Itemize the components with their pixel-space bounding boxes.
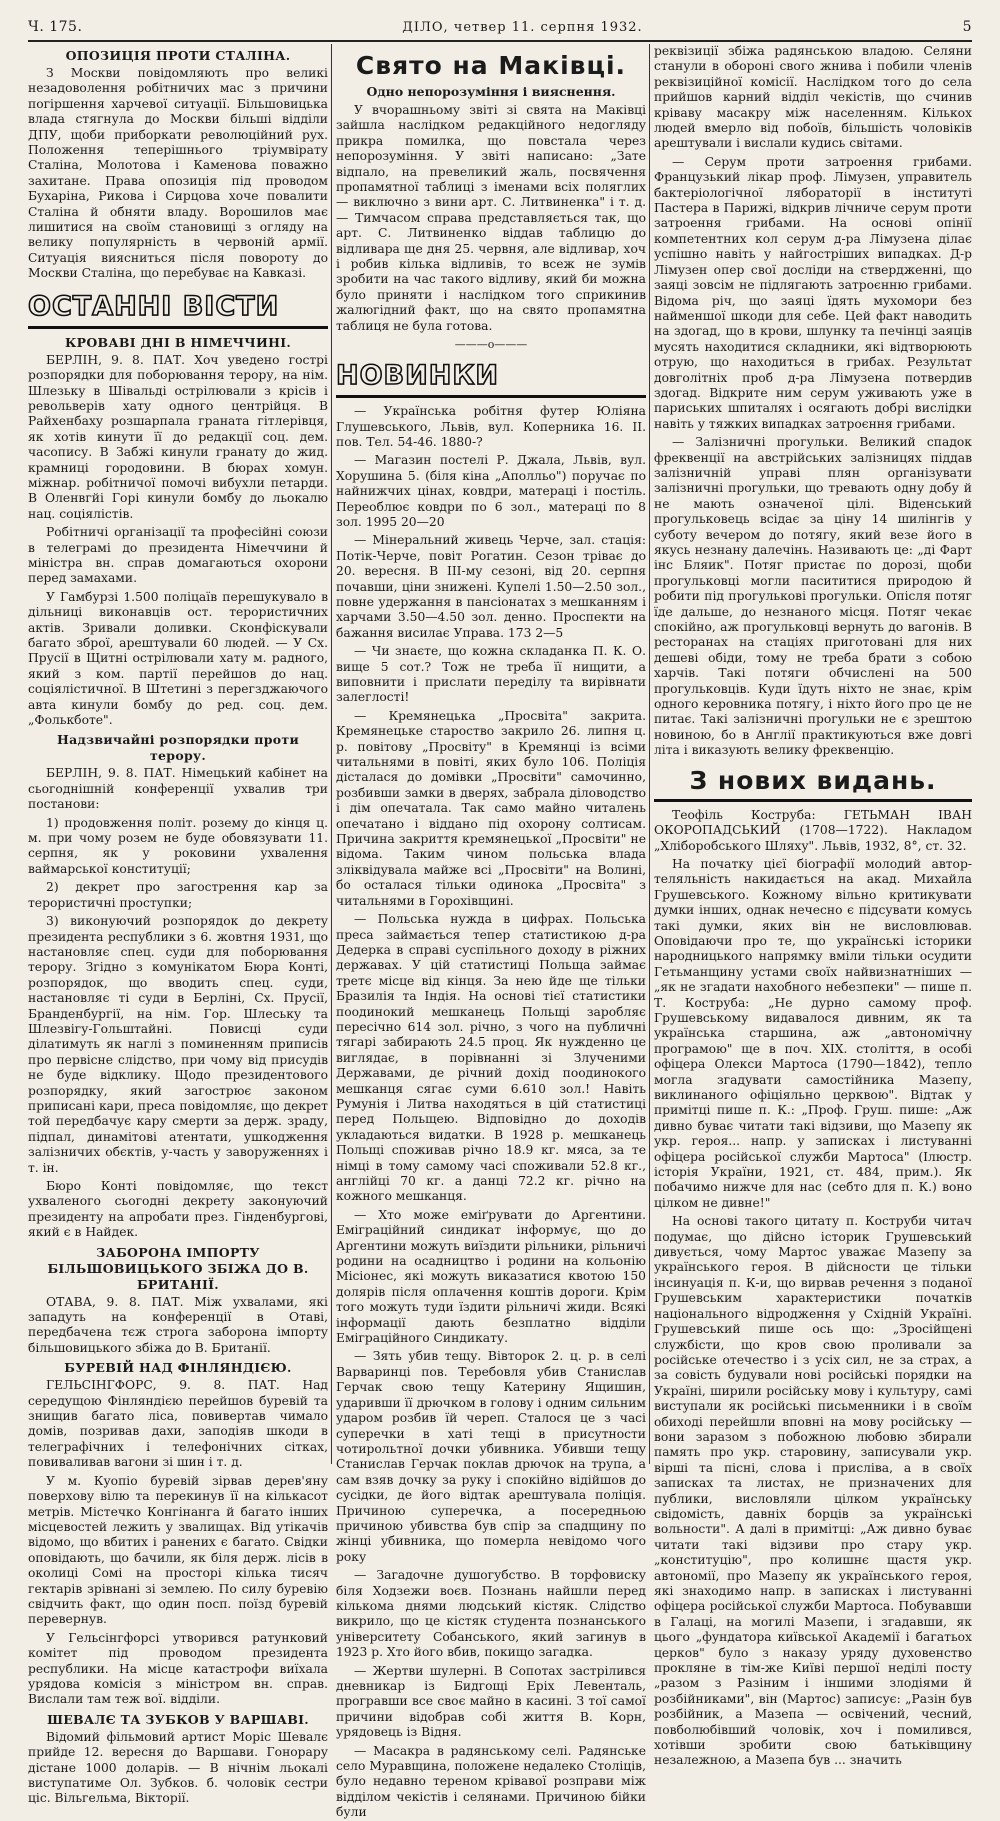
column-middle — [336, 44, 646, 1820]
article-paragraph: Відомий фільмовий артист Моріс Шевалє прийде 12. вересня до Варшави. Гонорару дістане 1000 доларів. — В нічнім льокалі виступатиме Ол. Зубков. б. чоловік сестри ціс. Вільгельма, Вікторії. — [28, 1729, 328, 1806]
news-item: — Серум проти затроення грибами. Французький лікар проф. Лімузен, управитель бактеріологічної лябораторії в інституті Пастера в Парижі, відкрив лічниче серум проти затроення грибами. На основі опінії компетентних кол серум д-ра Лімузена ділає успішно навіть у найгостріших випадках. Д-р Лімузен опер свої досліди на ствердженні, що заяці зовсім не підлягають затроєнню грибами. Відома річ, що заяці їдять мухомори без найменшої шкоди для себе. Цей факт наводить на здогад, що в крови, шлунку та печінці заяців мусять находитися складники, які відтворюють отрую, що находиться в грибах. Результат довголітніх проб д-ра Лімузена потвердив здогад. Відкрите ним серум уживають уже в париських шпиталях і осягають добрі вислідки навіть у тяжких випадках затроєння грибами. — [654, 154, 972, 431]
article-paragraph: Робітничі організації та професійні союзи в телеграмі до президента Німеччини й міністра вн. справ домагаються охорони перед замахами. — [28, 525, 328, 586]
article-heading: Надзвичайні розпорядки проти терору. — [56, 732, 300, 764]
masthead — [28, 14, 972, 40]
article-heading: З нових видань. — [689, 765, 937, 795]
article-paragraph: ГЕЛЬСІНГФОРС, 9. 8. ПАТ. Над середущою Фінляндією перейшов буревій та знищив багато ліса, повивертав чимало домів, позривав дахи, заподіяв шкоди в телеграфічних і телефонічних сітках, повиваливав вагони зі шин і т. д. — [28, 1378, 328, 1470]
news-item: — Магазин постелі Р. Джала, Львів, вул. Хорушина 5. (біля кіна „Аполльо") поручає по найнижчих цінах, ковдри, матераці і постіль. Переоблює ковдри по 6 зол., матераці по 8 зол. 1995 20—20 — [336, 453, 646, 529]
book-citation: Теофіль Коструба: ГЕТЬМАН ІВАН ОКОРОПАДСЬКИЙ (1708—1722). Накладом „Хліборобського Шляху". Львів, 1932, 8°, ст. 32. — [654, 807, 972, 853]
column-divider — [649, 44, 650, 1464]
news-item: — Кремянецька „Просвіта" закрита. Кремянецьке староство закрило 26. липня ц. р. повітову „Просвіту" в Кремянці із всіми читальнями в повіті, яких було 106. Поліція дісталася до домівки „Просвіти" самочинно, розбивши замки в дверях, забрала діловодство і дім опечатала. Так само майно читалень опечатано і віддано під охорону солтисам. Причина закриття кремянецької „Просвіти" не відома. Таким чином польська влада зліквідувала майже всі „Просвіти" на Волині, бо осталася тільки одинока „Просвіта" з читальнями в Горохівщині. — [336, 708, 646, 908]
section-underline — [28, 326, 328, 329]
article-heading: КРОВАВІ ДНІ В НІМЕЧЧИНІ. — [64, 334, 292, 350]
article-heading: ШЕВАЛЄ ТА ЗУБКОВ У ВАРШАВІ. — [47, 1711, 309, 1727]
article-paragraph: У вчорашньому звіті зі свята на Маківці зайшла наслідком редакційного недогляду прикра помилка, що повстала через непорозуміння. У звіті написано: „Зате відпало, на превеликий жаль, посвячення пропамятної таблиці з іменами всіх поляглих — виключно з вини арт. С. Литвиненка" і т. д. — Тимчасом справа представляється так, що арт. С. Литвиненко віддав таблицю до відливара ще дня 25. червня, але відливар, хоч і робив кілька відливів, то всеж не зумів зробити на час такого відливу, який би можна було приняти і наслідком того сприкинив жалюгідний факт, що на свято пропамятна таблиця не була готова. — [336, 103, 646, 333]
issue-number: Ч. 175. — [28, 19, 83, 35]
news-item: — Мінеральний живець Черче, зал. стація: Потік-Черче, повіт Рогатин. Сезон тріває до 20. вересня. В III-му сезоні, від 20. серпня почавши, ціни знижені. Купелі 1.50—2.50 зол., повне удержання в пансіонатах з мешканням і харчами 3.50—4.50 зол. денно. Проспекти на бажання висилає Управа. 173 2—5 — [336, 533, 646, 640]
news-item: — Хто може еміґрувати до Аргентини. Еміграційний синдикат інформує, що до Аргентини можуть виїздити рільники, рільничі родини на осадництво і родини на кольонію Місіонес, які можуть виказатися квотою 150 долярів після оплачення коштів дороги. Крім того можуть туди їздити рільничі жиди. Всякі інформації дають безплатно відділи Еміграційного Синдикату. — [336, 1207, 646, 1346]
article-paragraph: У Гельсінгфорсі утворився ратунковий комітет під проводом президента республики. На місце катастрофи виїхала урядова комісія з міністром вн. справ. Вислали там теж вої. відділи. — [28, 1630, 328, 1707]
news-item: — Українська робітня футер Юліяна Глушевського, Львів, вул. Коперника 16. II. пов. Тел. 54-46. 1880-? — [336, 404, 646, 449]
article-paragraph: У Гамбурзі 1.500 поліцаїв перешукувало в дільниці виконавців ост. терористичних актів. Зривали доливки. Сконфіскували багато зброї, арештували 60 людей. — У Сх. Прусії в Щитні острілювали хату м. радного, який з ком. партії перейшов до нац. соціялістичної. В Штетині з перегзджаючого авта кинули бомбу до ред. соц. дем. „Фолькботе". — [28, 589, 328, 728]
newspaper-title-date: ДІЛО, четвер 11. серпня 1932. — [402, 19, 643, 35]
section-title: НОВИНКИ — [336, 360, 499, 392]
article-paragraph: 2) декрет про загострення кар за терористичні проступки; — [28, 880, 328, 910]
separator-ornament: ———o——— — [454, 338, 528, 352]
column-divider — [331, 44, 332, 1464]
article-heading: Свято на Маківці. — [355, 51, 627, 80]
column-right — [654, 44, 972, 1768]
section-underline — [336, 395, 646, 398]
article-heading: БУРЕВІЙ НАД ФІНЛЯНДІЄЮ. — [64, 1360, 292, 1376]
news-item: — Масакра в радянському селі. Радянське село Муравщина, положене недалеко Століців, було недавно тереном крівавої розправи між відділом чекістів і селянами. Причиною бійки були — [336, 1743, 646, 1820]
article-heading: ЗАБОРОНА ІМПОРТУ БІЛЬШОВИЦЬКОГО ЗБІЖА ДО В. БРИТАНІЇ. — [47, 1244, 309, 1292]
article-paragraph: У м. Куопіо буревій зірвав дерев'яну поверхову вілю та перекинув її на кількасот метрів. Містечко Конгінанга й багато інших місцевостей лежить у звалищах. Від утікачів відомо, що вбитих і ранених є багато. Свідки оповідають, що бачили, як біля держ. лісів в околиці Сомі на просторі кілька тисяч гектарів зрівнані зі землею. По силу буревію свідчить факт, що один посп. поїзд буревій перевернув. — [28, 1473, 328, 1627]
article-paragraph: БЕРЛІН, 9. 8. ПАТ. Хоч уведено гострі розпорядки для поборювання терору, на нім. Шлезьку в Шівальді острілювали з крісів і револьверів хату одного центрійця. В Райхенбаху розшарпала граната гітлерівця, як хотів кинути її до редакції соц. дем. часопису. В Забжі кинули гранату до жид. крамниці городовини. В бюрах хомун. міжнар. робітничої помочі вибухли петарди. В Оленвгйі Горі кинули бомбу до льокалю нац. соціялістів. — [28, 352, 328, 521]
news-item: — Жертви шулерні. В Сопотах застрілився дневникар із Бидгощі Еріх Левенталь, програвши все своє майно в касині. З тої самої причини відобрав собі життя В. Корн, урядовець із Відня. — [336, 1663, 646, 1740]
news-item: — Польська нужда в цифрах. Польська преса займається тепер статистикою д-ра Дедерка в справі суспільного доходу в ріжних державах. У цій статистиці Польща займає третє місце від кінця. За нею йде ще тільки Бразилія та Індія. На основі тієї статистики поодинокий мешканець Польщі заробляє пересічно 614 зол. річно, з чого на публичні тягарі забирають 24.5 проц. Як нужденно це виглядає, в порівнанні зі Злученими Державами, де річний дохід поодинокого мешканця сягає суми 6.610 зол.! Навіть Румунія і Литва находяться в цій статистиці перед Польщею. Відповідно до доходів укладаються видатки. В 1928 р. мешканець Польщі споживав річно 18.9 кг. мяса, за те німці в тому самому часі споживали 52.8 кг., англійці 70 кг. а данці 72.2 кг. річно на кожного мешканця. — [336, 912, 646, 1204]
article-paragraph: 3) виконуючий розпорядок до декрету президента республики з 6. жовтня 1931, що настановляє спец. суди для поборювання терору. Згідно з комунікатом Бюра Конті, розпорядок, що вводить спец. суди, настановляє ті суди в Берліні, Сх. Прусії, Бранденбургії, на нім. Гор. Шлеську та Шлезвігу-Гольштайні. Повисці суди ділатимуть як наглі з поминенням приписів про первісне слідство, при чому від присудів не буде відклику. Щодо президентового розпорядку, який загострює законом приписані кари, преса повідомляє, що декрет той передбачує кару смерти за держ. зраду, підпал, динамітові атентати, ушкодження залізничих обєктів, у-часть у заворуженнях і т. ін. — [28, 914, 328, 1175]
news-item: — Залізничні прогульки. Великий спадок фреквенції на австрійських залізницях піддав залізничній управі плян організувати залізничні прогульки, що тревають одну добу й не мають означеної цілі. Віденський прогульковець всідає за ціну 14 шилінгів у суботу вечером до потягу, який везе його в якусь незнану далечінь. Називають це: „ді Фарт інс Бляик". Потяг пристає по дорозі, щоби прогульковці могли пасититися природою й робити під прогулькові прогульки. Опісля потяг їде дальше, до незнаного місця. Потяг чекає спокійно, аж прогульковці вернуть до вагонів. В ресторанах на стаціях приготовані для них дешеві обіди, тому не треба брати з собою харчів. Такі потяги обчислені на 500 прогульковців. Куди їдуть ніхто не знає, крім одного керовника потягу, і ніхто його про це не питає. Такі залізничні прогульки не є зрештою новиною, бо в Англії практикуються вже довгі літа і виказують велику фреквенцію. — [654, 435, 972, 758]
news-item: — Загадочне душогубство. В торфовиску біля Ходзежи воєв. Познань найшли перед кількома днями людський кістяк. Слідство викрило, що це кістяк студента познанського університету Собанського, який загинув в 1923 р. Хто його вбив, покищо загадка. — [336, 1568, 646, 1660]
article-paragraph: На початку цієї біографії молодий автор-теляльність накидається на акад. Михайла Грушевського. Кожному вільно критикувати думки інших, однак нечесно є підсувати комусь такі думки, яких він не висловлював. Оповідаючи про те, що українські історики народницького напрямку вміли тільки осудити Гетьманщину устами своїх найвизнатніших — „як не згадати нахобного небезпеки" — пише п. Т. Коструба: „Не дурно самому проф. Грушевському видавалося дивним, як та українська старшина, аж „автономічну програмою" ще в поч. XIX. століття, в особі офіцера Олекси Мартоса (1790—1842), тепло могла згадувати самостійника Мазепу, виклинаного офіціяльно церквою". Відтак у примітці пише п. К.: „Проф. Груш. пише: „Аж дивно буває читати такі відзиви, що Мазепу як укр. героя... напр. у записках і листуванні офіцера російської служби Мартоса" (Ілюстр. історія України, 1921, ст. 484, прим.). Як побачимо нижче для нас (себто для п. К.) воно цілком не дивне!" — [654, 856, 972, 1210]
header-rule — [28, 40, 972, 42]
article-paragraph: ОТАВА, 9. 8. ПАТ. Між ухвалами, які западуть на конференції в Отаві, передбачена тєж строга заборона імпорту більшовицького збіжа до В. Британії. — [28, 1294, 328, 1355]
section-underline — [654, 799, 972, 802]
news-item: — Зять убив тещу. Вівторок 2. ц. р. в селі Варваринці пов. Теребовля убив Станислав Герчак свою тещу Катерину Ящишин, ударивши її дрючком в голову і одним сильним ударом розбив їй череп. Сталося це з часі суперечки в хаті тещі в присутности чотирольтної дочки убивника. Убивши тещу Станислав Герчак поклав дрючок на трупа, а сам взяв дочку за руку і спокійно відійшов до сусідки, де його відтак арештувала поліція. Причиною суперечка, а посередньою причиною убивства був спір за спадщину по жінці убивника, що померла невідомо чого року — [336, 1349, 646, 1564]
article-paragraph: реквізиції збіжа радянською владою. Селяни станули в обороні свого жнива і побили членів реквізиційної комісії. Наслідком того до села прийшов карний відділ чекістів, що счинив кріваву масакру між населенням. Кількох людей вмерло від побоїв, більшість чоловіків арештували і вислали кудись світами. — [654, 44, 972, 151]
article-paragraph: БЕРЛІН, 9. 8. ПАТ. Німецький кабінет на сьогоднішній конференції ухвалив три постанови: — [28, 766, 328, 812]
news-item: — Чи знаєте, що кожна складанка П. К. О. вище 5 сот.? Тож не треба її нищити, а виповнити і прислати переділу та вирівнати залеглості! — [336, 644, 646, 705]
article-paragraph: З Москви повідомляють про великі незадоволення робітничих мас з причини погіршення харчевої ситуації. Більшовицька влада стягнула до Москви більші відділи ДПУ, щоби приборкати революційний рух. Положення теперішнього тріумвірату Сталіна, Молотова і Каменова поважно захитане. Права опозиція під проводом Бухаріна, Рикова і Сирцова хоче повалити Сталіна й обняти владу. Ворошилов має лишитися на своїм становищі з огляду на велику популярність в червоній армії. Ситуація виясниться після повороту до Москви Сталіна, що перебуває на Кавказі. — [28, 66, 328, 281]
article-paragraph: Бюро Конті повідомляє, що текст ухваленого сьогодні декрету законуючий президенту на апробати през. Гінденбургові, який є в Найдек. — [28, 1179, 328, 1240]
article-heading: ОПОЗИЦІЯ ПРОТИ СТАЛІНА. — [65, 48, 291, 63]
article-paragraph: На основі такого цитату п. Коструби читач подумає, що дійсно історик Грушевський дивується, чому Мартос уважає Мазепу за українського героя. В дійсности це тільки інсинуація п. К-и, що вирвав речення з поданої Грушевським характеристики початків національного відродження у Східній Україні. Грушевський пише ось що: „Зросійщені службісти, що кров свою проливали за російське отечество і з усіх сил, не за страх, а за совість будували нові російські порядки на Україні, ширили російську мову і культуру, самі виступали як російські письменники і в своїм обиході перейшли вповні на мову російську — вони заразом з побожною любовю збирали память про укр. старовину, записували укр. вірші та пісні, слова і присліва, а в своїх записках та листах, не призначених для публики, висловляли цілком українську свідомість, давніх борців за українські вольности". А далі в примітці: „Аж дивно буває читати такі відзиви про стару укр. „конституцію", про колишнє щастя укр. автономії, про Мазепу як українського героя, які знаходимо напр. в записках і листуванні офіцера російської служби Мартоса. Побувавши в Галаці, на могилі Мазепи, і згадавши, як цього „фундатора київської Академії і багатьох церков" було з наказу уряду духовенство прокляне в тім-же Київі першої неділі посту „разом з Разіним і іншими злодіями й розбійниками", він (Мартос) записує: „Разін був розбійник, а Мазепа — освічений, чесний, повболюбівший чоловік, хоч і помилився, хотівши зробити свою батьківщину незалежною, а Мазепа був ... значить — [654, 1214, 972, 1768]
column-left — [28, 44, 328, 1806]
article-paragraph: 1) продовження політ. розему до кінця ц. м. при чому розем не буде обовязувати 11. серпня, як у роковини ухвалення ваймарської конституції; — [28, 815, 328, 876]
page-number: 5 — [962, 19, 972, 35]
article-subheading: Одно непорозуміння і вияснення. — [366, 84, 616, 99]
section-title: ОСТАННІ ВІСТИ — [28, 290, 280, 322]
